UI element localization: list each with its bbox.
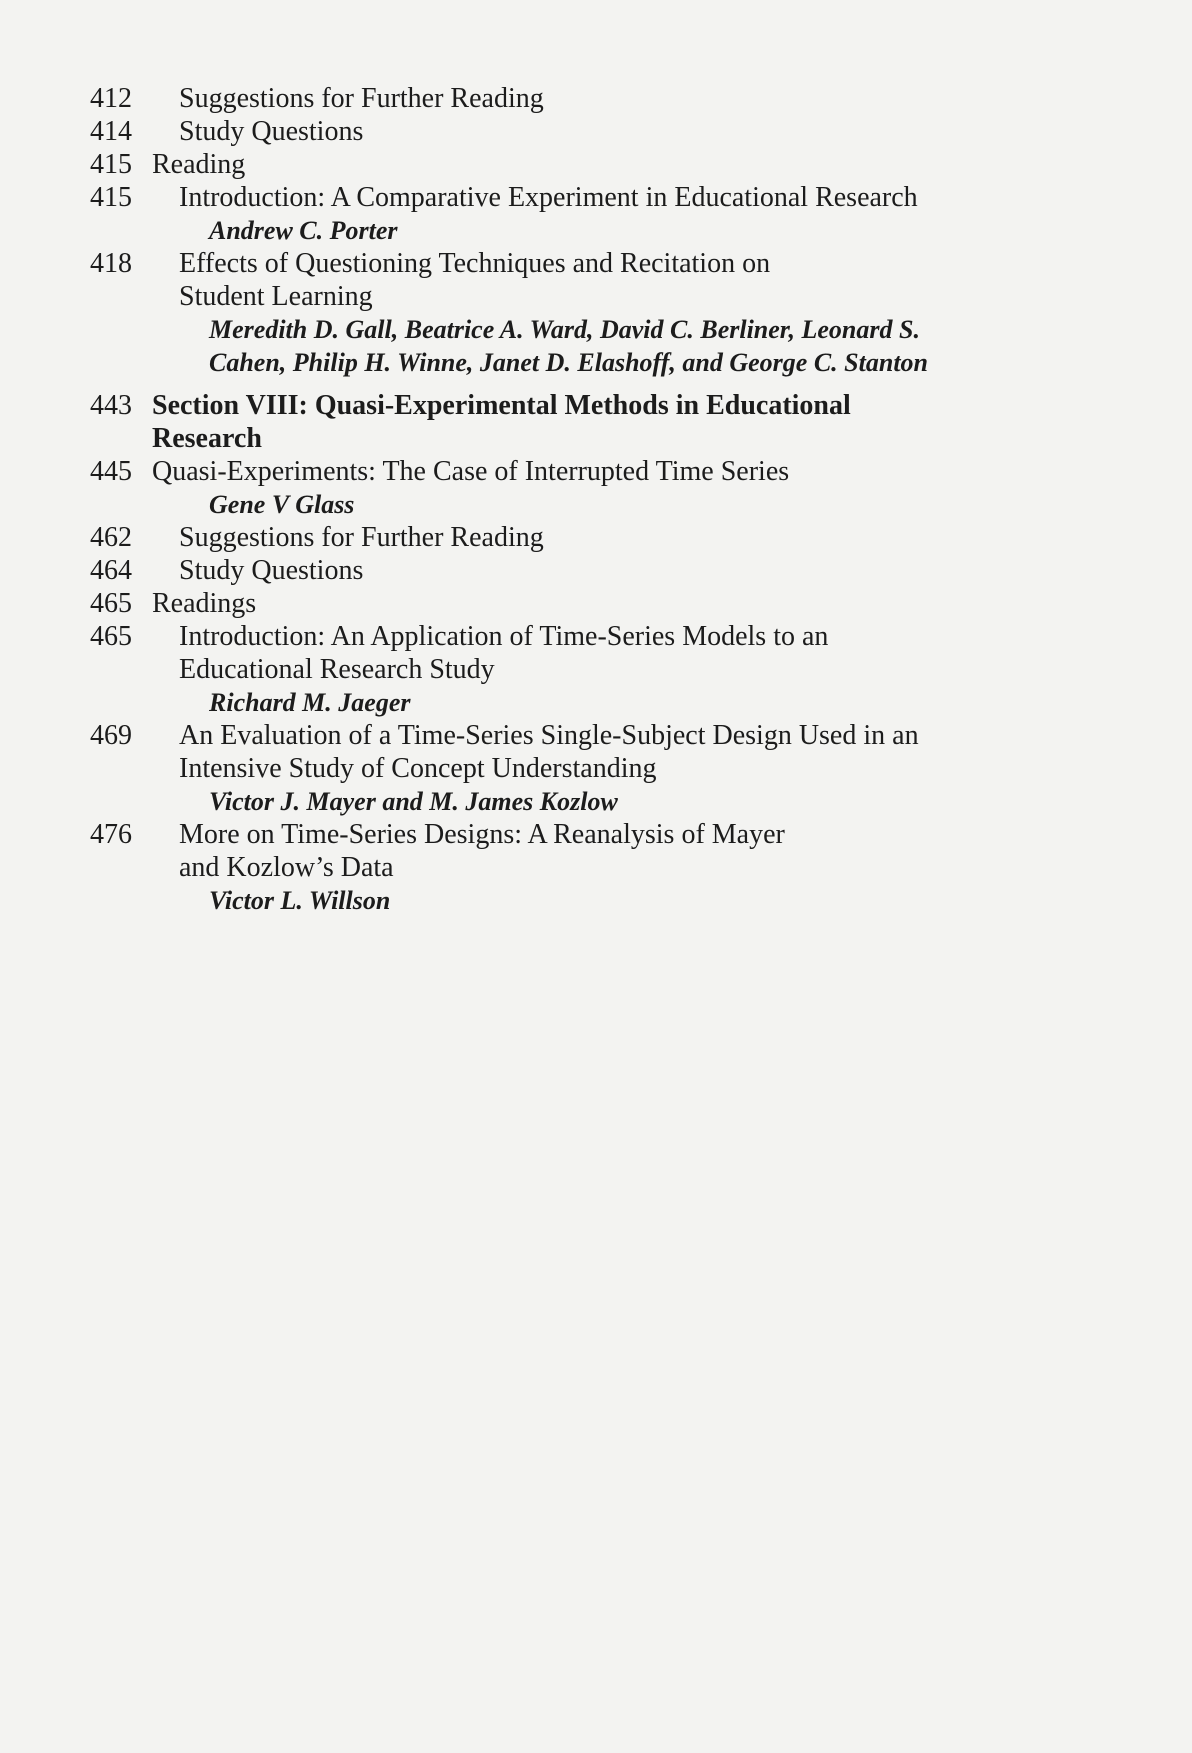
entry-author-line: Victor J. Mayer and M. James Kozlow xyxy=(209,787,618,816)
entry-author-line: Andrew C. Porter xyxy=(209,216,398,245)
page-number: 418 xyxy=(90,248,132,279)
toc-entry xyxy=(90,247,1030,379)
entry-text xyxy=(152,181,1030,247)
page-number: 464 xyxy=(90,555,132,586)
toc-entry xyxy=(90,455,1030,521)
entry-title-line: Suggestions for Further Reading xyxy=(179,522,544,553)
entry-title-line: Educational Research Study xyxy=(179,654,495,685)
entry-title-line: Study Questions xyxy=(179,116,364,147)
toc-entry xyxy=(90,587,1030,620)
page-number: 415 xyxy=(90,182,132,213)
entry-title-line: Suggestions for Further Reading xyxy=(179,83,544,114)
entry-text xyxy=(152,455,1030,521)
page-number: 415 xyxy=(90,149,132,180)
page-number: 465 xyxy=(90,588,132,619)
entry-title-line: Study Questions xyxy=(179,555,364,586)
entry-title-line: Introduction: An Application of Time-Series Models to an xyxy=(179,621,829,652)
entry-author-line: Meredith D. Gall, Beatrice A. Ward, David C. Berliner, Leonard S. xyxy=(209,315,920,344)
entry-title-line: Readings xyxy=(152,588,257,619)
toc-section-heading xyxy=(90,389,1030,455)
entry-title-line: Student Learning xyxy=(179,281,373,312)
page-number: 414 xyxy=(90,116,132,147)
toc-entry xyxy=(90,719,1030,818)
section-gap xyxy=(90,379,1030,389)
toc-entry xyxy=(90,620,1030,719)
toc-entry xyxy=(90,818,1030,917)
entry-author-line: Victor L. Willson xyxy=(209,886,391,915)
entry-title-line: Intensive Study of Concept Understanding xyxy=(179,753,657,784)
entry-author-line: Richard M. Jaeger xyxy=(209,688,411,717)
toc-entry xyxy=(90,82,1030,115)
page-number: 462 xyxy=(90,522,132,553)
entry-title-line: and Kozlow’s Data xyxy=(179,852,394,883)
page-number: 443 xyxy=(90,390,132,421)
page-number: 469 xyxy=(90,720,132,751)
entry-text xyxy=(152,115,1030,148)
entry-title-line: Introduction: A Comparative Experiment in Educational Research xyxy=(179,182,918,213)
entry-text xyxy=(152,719,1030,818)
entry-text xyxy=(152,82,1030,115)
entry-title-line: Effects of Questioning Techniques and Recitation on xyxy=(179,248,771,279)
entry-text xyxy=(152,247,1030,379)
entry-text xyxy=(152,521,1030,554)
entry-title-line: An Evaluation of a Time-Series Single-Subject Design Used in an xyxy=(179,720,919,751)
entry-text xyxy=(152,620,1030,719)
entry-author-line: Gene V Glass xyxy=(209,490,355,519)
entry-title-line: Section VIII: Quasi-Experimental Methods in Educational xyxy=(152,390,851,421)
entry-title-line: More on Time-Series Designs: A Reanalysis of Mayer xyxy=(179,819,785,850)
entry-title-line: Research xyxy=(152,423,262,454)
toc-entry xyxy=(90,521,1030,554)
entry-text xyxy=(152,148,1030,181)
toc-entry xyxy=(90,554,1030,587)
page-number: 445 xyxy=(90,456,132,487)
entry-author-line: Cahen, Philip H. Winne, Janet D. Elashoff, and George C. Stanton xyxy=(209,348,928,377)
page-number: 476 xyxy=(90,819,132,850)
page-number: 465 xyxy=(90,621,132,652)
page-number: 412 xyxy=(90,83,132,114)
entry-text xyxy=(152,818,1030,917)
entry-text xyxy=(152,389,1030,455)
toc-entry xyxy=(90,181,1030,247)
entry-text xyxy=(152,554,1030,587)
entry-text xyxy=(152,587,1030,620)
toc-entry xyxy=(90,115,1030,148)
entry-title-line: Quasi-Experiments: The Case of Interrupted Time Series xyxy=(152,456,790,487)
toc-entry xyxy=(90,148,1030,181)
entry-title-line: Reading xyxy=(152,149,246,180)
table-of-contents xyxy=(90,82,1030,917)
